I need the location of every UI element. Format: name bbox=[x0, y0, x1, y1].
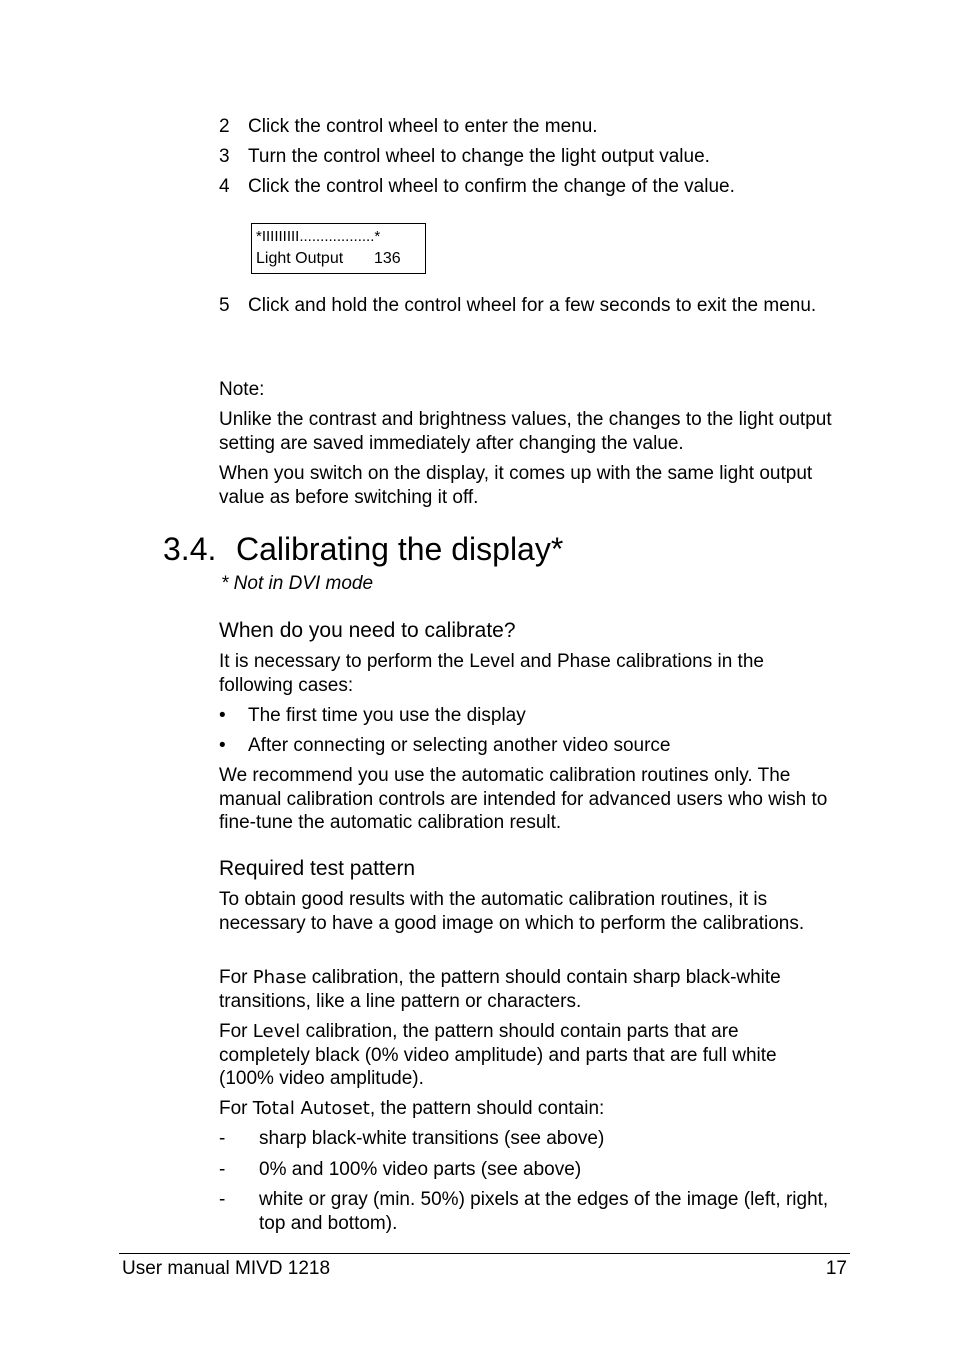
step-number: 5 bbox=[219, 295, 230, 316]
subsection-heading: Required test pattern bbox=[219, 857, 416, 880]
level-pre: For bbox=[219, 1021, 253, 1042]
step-text: Click the control wheel to confirm the change of the value. bbox=[248, 176, 735, 197]
step-text: Click and hold the control wheel for a few seconds to exit the menu. bbox=[248, 295, 817, 316]
pattern-intro: To obtain good results with the automatic calibration routines, it is necessary to have a good image on which to perform the calibrations. bbox=[219, 889, 805, 934]
bullet-item: The first time you use the display bbox=[248, 705, 526, 726]
subsection-heading: When do you need to calibrate? bbox=[219, 619, 516, 642]
dash-marker: - bbox=[219, 1128, 226, 1149]
total-term: Total Autoset bbox=[252, 1098, 370, 1119]
lcd-label: Light Output bbox=[256, 250, 344, 267]
step-text: Click the control wheel to enter the menu. bbox=[248, 116, 598, 137]
phase-term: Phase bbox=[252, 967, 307, 988]
phase-paragraph bbox=[219, 966, 829, 1013]
footer-divider bbox=[119, 1253, 850, 1254]
bullet-marker: • bbox=[219, 705, 226, 726]
bullet-item: After connecting or selecting another video source bbox=[248, 735, 671, 756]
dash-item: white or gray (min. 50%) pixels at the edges of the image (left, right, top and bottom). bbox=[259, 1189, 829, 1234]
when-outro: We recommend you use the automatic calibration routines only. The manual calibration controls are intended for advanced users who wish to fine-tune the automatic calibration result. bbox=[219, 765, 828, 833]
note-paragraph-2: When you switch on the display, it comes up with the same light output value as before switching it off. bbox=[219, 463, 813, 508]
phase-pre: For bbox=[219, 967, 253, 988]
total-post: , the pattern should contain: bbox=[369, 1098, 605, 1119]
section-subtitle: * Not in DVI mode bbox=[221, 573, 374, 594]
step-number: 4 bbox=[219, 176, 230, 197]
dash-marker: - bbox=[219, 1159, 226, 1180]
bullet-marker: • bbox=[219, 735, 226, 756]
level-paragraph bbox=[219, 1020, 824, 1091]
lcd-row bbox=[256, 248, 421, 270]
page-number: 17 bbox=[825, 1258, 847, 1279]
footer-title: User manual MIVD 1218 bbox=[122, 1258, 331, 1279]
note-paragraph-1: Unlike the contrast and brightness values, the changes to the light output setting are saved immediately after changing the value. bbox=[219, 409, 832, 454]
level-term: Level bbox=[252, 1021, 301, 1042]
level-post: calibration, the pattern should contain parts that are completely black (0% video amplitude) and parts that are full white (100% video amplitude). bbox=[219, 1021, 777, 1089]
phase-post: calibration, the pattern should contain sharp black-white transitions, like a line pattern or characters. bbox=[219, 967, 781, 1012]
total-pre: For bbox=[219, 1098, 253, 1119]
lcd-value: 136 bbox=[374, 250, 401, 267]
step-number: 2 bbox=[219, 116, 230, 137]
lcd-bar: *IIIIIIIII..................* bbox=[256, 228, 381, 245]
dash-item: 0% and 100% video parts (see above) bbox=[259, 1159, 582, 1180]
total-paragraph bbox=[219, 1097, 844, 1121]
dash-marker: - bbox=[219, 1189, 226, 1210]
section-title: Calibrating the display* bbox=[236, 531, 564, 567]
dash-item: sharp black-white transitions (see above) bbox=[259, 1128, 605, 1149]
step-number: 3 bbox=[219, 146, 230, 167]
note-heading: Note: bbox=[219, 379, 265, 400]
step-text: Turn the control wheel to change the light output value. bbox=[248, 146, 710, 167]
when-intro: It is necessary to perform the Level and Phase calibrations in the following cases: bbox=[219, 651, 764, 696]
section-number: 3.4. bbox=[163, 531, 217, 567]
lcd-display bbox=[251, 223, 426, 274]
